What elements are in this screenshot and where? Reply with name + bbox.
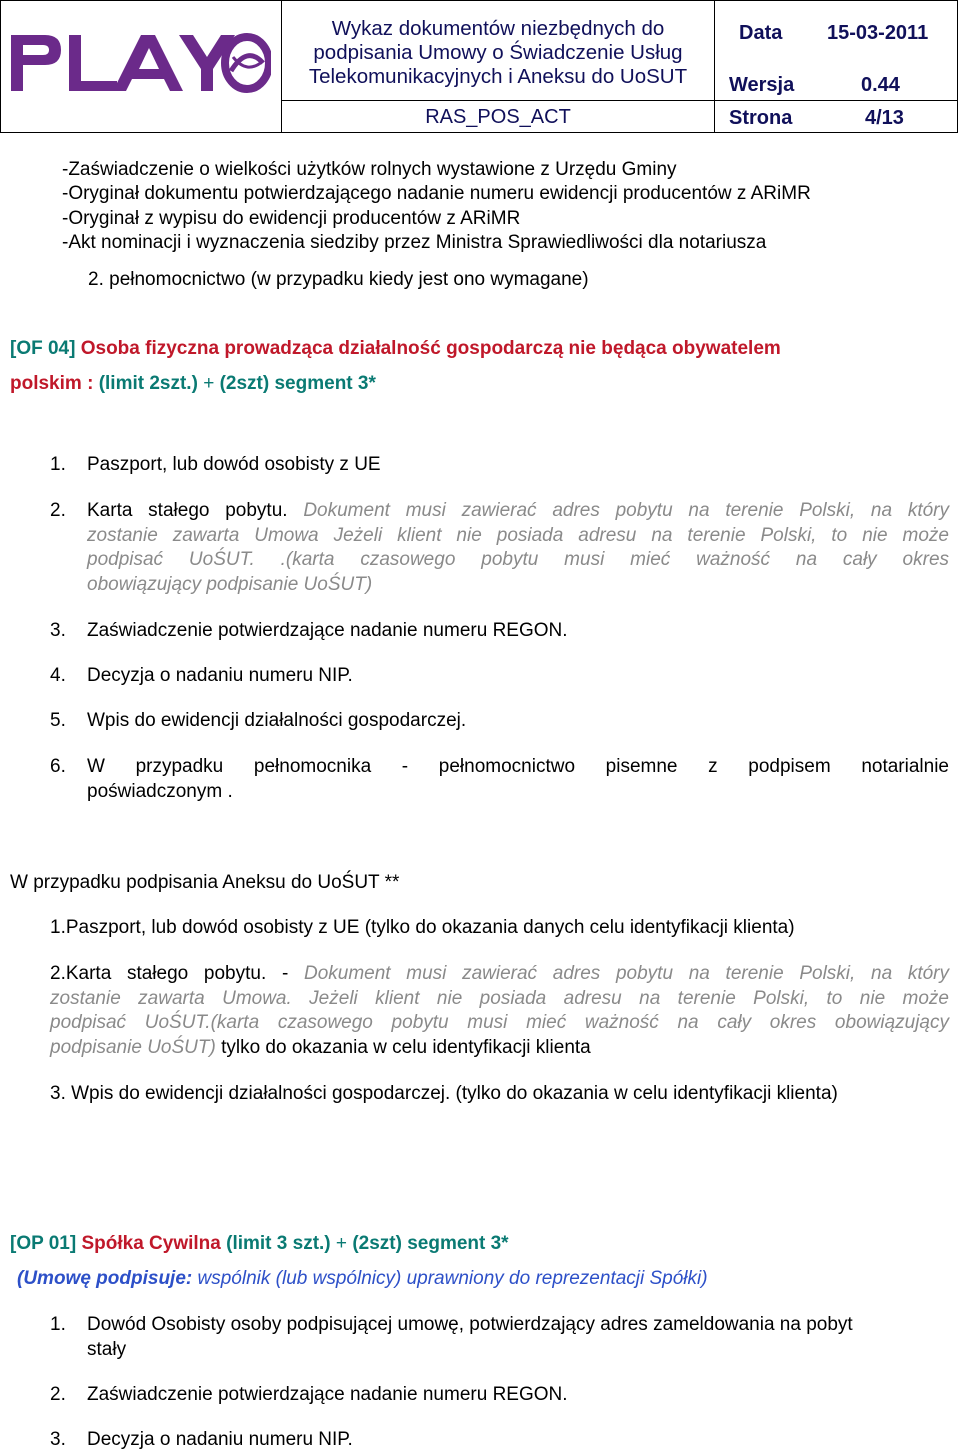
list-item: Paszport, lub dowód osobisty z UE — [87, 454, 381, 475]
section-heading-of04 — [10, 337, 781, 361]
document-title — [282, 17, 714, 89]
version-label: Wersja — [729, 74, 795, 96]
section-code: [OP 01] — [10, 1233, 77, 1254]
list-item-note: .(karta czasowego — [280, 549, 456, 570]
list-item-note: Dokument musi zawierać adres pobytu na terenie Polski, na który — [303, 500, 949, 521]
version-value: 0.44 — [861, 74, 900, 96]
section-heading-op01 — [10, 1232, 509, 1256]
logo-cell — [0, 0, 282, 133]
date-value: 15-03-2011 — [827, 22, 929, 44]
annex-item-2-note: podpisanie UoŚUT) — [50, 1036, 216, 1058]
annex-item-2-tail: tylko do okazania w celu identyfikacji klienta — [215, 1036, 591, 1058]
list-item-residence-card — [87, 499, 949, 597]
list-item: -Akt nominacji i wyznaczenia siedziby przez Ministra Sprawiedliwości dla notariusza — [62, 232, 767, 253]
signer-label: Umowę podpisuje: — [23, 1268, 193, 1289]
annex-item-1: 1.Paszport, lub dowód osobisty z UE (tylko do okazania danych celu identyfikacji klienta) — [50, 917, 795, 938]
annex-heading: W przypadku podpisania Aneksu do UoŚUT ** — [10, 872, 400, 893]
header-meta-cell — [714, 0, 958, 101]
title-line-1: Wykaz dokumentów niezbędnych do — [331, 17, 665, 40]
annex-item-2 — [50, 962, 949, 1060]
list-number: 3. — [50, 620, 66, 641]
page-number: 4/13 — [865, 107, 904, 129]
title-line-2: podpisania Umowy o Świadczenie Usług — [313, 41, 683, 64]
list-item-note-row — [87, 548, 949, 573]
annex-item-3: 3. Wpis do ewidencji działalności gospodarczej. (tylko do okazania w celu identyfikacji klienta) — [50, 1083, 838, 1104]
list-item: Decyzja o nadaniu numeru NIP. — [87, 665, 353, 686]
section-limit: (limit 3 szt.) — [226, 1233, 331, 1254]
list-item: Wpis do ewidencji działalności gospodarczej. — [87, 710, 467, 731]
section-segment: (2szt) segment 3* — [219, 373, 376, 394]
annex-item-2-note: Dokument musi zawierać adres pobytu na terenie Polski, na który — [303, 963, 950, 984]
page-label: Strona — [729, 107, 793, 129]
signer-open: ( — [17, 1268, 24, 1289]
list-item-text: poświadczonym . — [87, 780, 233, 802]
list-item-note: obowiązujący podpisanie UoŚUT) — [87, 573, 373, 595]
list-item: Zaświadczenie potwierdzające nadanie numeru REGON. — [87, 1384, 568, 1405]
list-number: 6. — [50, 756, 66, 777]
document-code: RAS_POS_ACT — [425, 106, 571, 128]
document-header — [0, 0, 958, 133]
annex-item-2-note: podpisać UoŚUT.(karta czasowego pobytu musi mieć ważność na cały okres obowiązujący — [50, 1012, 949, 1033]
section-title-cont: polskim : — [10, 373, 94, 394]
list-item: -Zaświadczenie o wielkości użytków rolnych wystawione z Urzędu Gminy — [62, 159, 677, 180]
section-segment: (2szt) segment 3* — [352, 1233, 509, 1254]
signer-note — [17, 1267, 708, 1291]
list-number: 1. — [50, 454, 66, 475]
list-number: 4. — [50, 665, 66, 686]
header-page-cell — [714, 100, 958, 133]
list-item-text: Karta stałego pobytu. — [87, 500, 288, 521]
list-item: Dowód Osobisty osoby podpisującej umowę, potwierdzający adres zameldowania na pobyt — [87, 1314, 853, 1335]
list-item-note: pobytu musi mieć ważność na cały okres — [481, 549, 950, 570]
list-number: 2. — [50, 500, 66, 521]
list-item: Zaświadczenie potwierdzające nadanie numeru REGON. — [87, 620, 568, 641]
list-item-note: podpisać UoŚUT. — [87, 549, 255, 570]
header-code-cell — [281, 100, 715, 133]
list-item: Decyzja o nadaniu numeru NIP. — [87, 1429, 353, 1450]
plus-sign: + — [203, 373, 215, 394]
section-code: [OF 04] — [10, 338, 76, 359]
list-number: 1. — [50, 1314, 66, 1335]
list-item: -Oryginał z wypisu do ewidencji producentów z ARiMR — [62, 208, 521, 229]
list-item-text: W przypadku pełnomocnika - pełnomocnictwo pisemne z podpisem notarialnie — [87, 756, 949, 777]
play-logo — [9, 31, 271, 95]
header-title-cell — [281, 0, 715, 101]
annex-item-2-lead: 2.Karta stałego pobytu. - — [50, 963, 289, 984]
list-item-proxy — [87, 755, 949, 804]
date-label: Data — [739, 22, 783, 44]
list-number: 2. — [50, 1384, 66, 1405]
list-item-cont: stały — [87, 1339, 127, 1360]
authorization-item: 2. pełnomocnictwo (w przypadku kiedy jest ono wymagane) — [88, 269, 589, 290]
list-item: -Oryginał dokumentu potwierdzającego nadanie numeru ewidencji producentów z ARiMR — [62, 183, 811, 204]
list-number: 5. — [50, 710, 66, 731]
list-item-note: zostanie zawarta Umowa Jeżeli klient nie posiada adresu na terenie Polski, to nie może — [87, 524, 949, 546]
section-heading-of04-cont — [10, 372, 376, 396]
signer-text: wspólnik (lub wspólnicy) uprawniony do reprezentacji Spółki) — [192, 1268, 708, 1289]
title-line-3: Telekomunikacyjnych i Aneksu do UoSUT — [308, 65, 688, 88]
section-title: Spółka Cywilna — [81, 1233, 221, 1254]
section-title: Osoba fizyczna prowadząca działalność gospodarczą nie będąca obywatelem — [80, 338, 781, 359]
plus-sign: + — [335, 1233, 348, 1254]
play-swirl-icon — [225, 37, 269, 89]
section-limit: (limit 2szt.) — [98, 373, 198, 394]
annex-item-2-note: zostanie zawarta Umowa. Jeżeli klient nie posiada adresu na terenie Polski, to nie może — [50, 987, 949, 1009]
list-number: 3. — [50, 1429, 66, 1450]
